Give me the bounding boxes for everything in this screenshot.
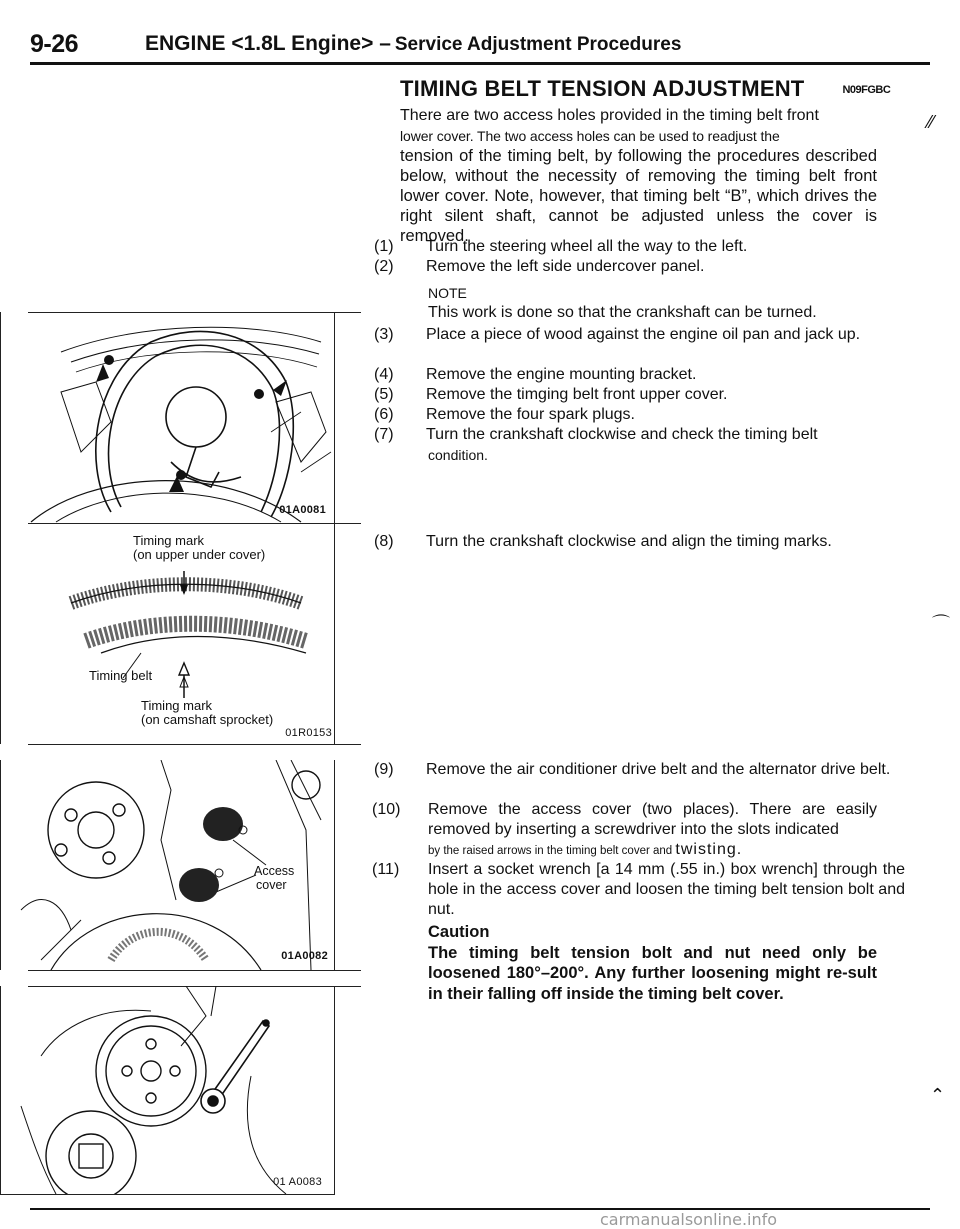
label-line: Access	[254, 864, 295, 878]
page-header	[30, 30, 930, 70]
header-title	[145, 32, 681, 56]
intro-line-3: tension of the timing belt, by following the procedures described below, without the necessity of removing the timing belt front lower cover. Note, however, that timing belt “B”, which drives the right silent shaft, cannot be adjusted unless the cover is removed.	[400, 147, 877, 245]
label-line: (on upper under cover)	[133, 547, 266, 562]
step-text-twisting: twisting.	[675, 841, 743, 858]
step-4	[374, 365, 903, 385]
step-number: (9)	[374, 761, 394, 778]
label-line: cover	[256, 878, 287, 892]
label-line: Timing mark	[133, 533, 205, 548]
figure-id: 01A0082	[281, 950, 328, 962]
margin-mark: ⌃	[930, 1085, 946, 1105]
step-text: Remove the access cover (two places). There are easily removed by inserting a screwdriver into the slots indicated	[428, 801, 877, 838]
header-subtitle: Service Adjustment Procedures	[394, 34, 682, 55]
figure-divider	[28, 970, 361, 971]
figure-timing-marks	[0, 523, 335, 744]
page-number: 9-26	[30, 30, 79, 58]
step-number: (5)	[374, 386, 394, 403]
figure-timing-belt-cover	[0, 312, 335, 523]
header-title-text: ENGINE <1.8L Engine> –	[145, 32, 391, 55]
intro-paragraph	[400, 106, 877, 246]
step-number: (6)	[374, 406, 394, 423]
caution-text: The timing belt tension bolt and nut need only be loosened 180°–200°. Any further loosening might re-sult in their falling off inside the timing belt cover.	[428, 943, 877, 1003]
note-block	[428, 283, 877, 323]
step-number: (10)	[372, 801, 401, 818]
step-8	[374, 532, 903, 552]
step-number: (2)	[374, 258, 394, 275]
footer-watermark: carmanualsonline.info	[600, 1210, 778, 1229]
figure-id: 01 A0083	[273, 1176, 322, 1188]
figure-id: 01A0081	[279, 504, 326, 516]
label-timing-mark-lower	[141, 699, 273, 727]
step-number: (7)	[374, 426, 394, 443]
label-line: Timing mark	[141, 698, 213, 713]
step-text-small: by the raised arrows in the timing belt cover and	[428, 845, 673, 857]
figure-access-cover	[0, 760, 335, 970]
intro-line-1: There are two access holes provided in the timing belt front	[400, 107, 819, 124]
caution-block	[428, 922, 877, 1004]
step-5	[374, 385, 903, 405]
intro-line-2: lower cover. The two access holes can be used to readjust the	[400, 128, 780, 144]
step-text: Remove the four spark plugs.	[426, 406, 635, 423]
step-number: (11)	[372, 861, 400, 878]
engine-timing-cover-illustration	[1, 312, 334, 523]
caution-label: Caution	[428, 923, 490, 941]
step-9	[374, 760, 903, 780]
step-number: (8)	[374, 533, 394, 550]
step-11	[372, 860, 905, 920]
step-text: Place a piece of wood against the engine oil pan and jack up.	[426, 326, 861, 343]
step-text: Remove the air conditioner drive belt and the alternator drive belt.	[426, 761, 891, 778]
step-number: (1)	[374, 238, 394, 255]
step-3	[374, 325, 903, 345]
label-timing-mark-upper	[133, 534, 265, 562]
socket-wrench-illustration	[1, 986, 334, 1194]
note-text: This work is done so that the crankshaft can be turned.	[428, 304, 817, 321]
step-text: Remove the timging belt front upper cover.	[426, 386, 728, 403]
section-title-text: TIMING BELT TENSION ADJUSTMENT	[400, 76, 805, 101]
step-number: (4)	[374, 366, 394, 383]
label-access-cover	[254, 864, 294, 892]
label-line: (on camshaft sprocket)	[141, 712, 274, 727]
step-10	[372, 800, 877, 861]
step-6	[374, 405, 903, 425]
header-rule	[30, 62, 930, 65]
step-text: Remove the left side undercover panel.	[426, 258, 705, 275]
step-7	[374, 425, 877, 465]
section-title	[400, 76, 890, 102]
step-text-continued	[400, 840, 877, 861]
step-1	[374, 237, 903, 257]
margin-mark: ⁄⁄	[928, 112, 935, 132]
step-text-continued: condition.	[428, 447, 488, 463]
footer-rule	[30, 1208, 930, 1210]
figure-id: 01R0153	[285, 727, 332, 739]
step-text: Turn the steering wheel all the way to the left.	[426, 238, 748, 255]
step-text: Turn the crankshaft clockwise and check the timing belt	[426, 426, 818, 443]
step-text: Turn the crankshaft clockwise and align the timing marks.	[426, 533, 832, 550]
margin-mark: ⌒	[932, 614, 950, 634]
step-text: Insert a socket wrench [a 14 mm (.55 in.) box wrench] through the hole in the access cover and loosen the timing belt tension bolt and nut.	[428, 861, 905, 918]
note-label: NOTE	[428, 285, 467, 301]
step-number: (3)	[374, 326, 394, 343]
step-text: Remove the engine mounting bracket.	[426, 366, 697, 383]
section-code: N09FGBC	[842, 84, 891, 96]
figure-divider	[28, 744, 361, 745]
label-timing-belt: Timing belt	[89, 668, 153, 683]
figure-socket-wrench	[0, 986, 335, 1195]
step-2	[374, 257, 903, 277]
